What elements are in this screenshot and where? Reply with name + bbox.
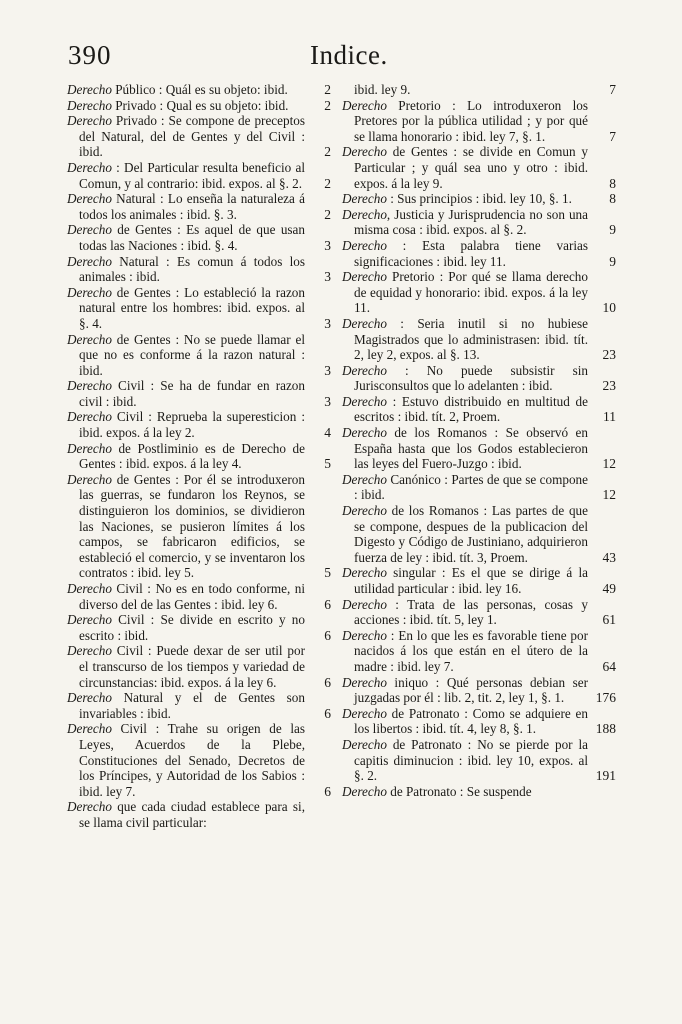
entry-text: [67, 690, 327, 721]
entry-page-number: 5: [324, 456, 331, 472]
entry-headword: Derecho: [342, 736, 387, 752]
entry-body: : Esta palabra tiene varias significaciones : ibid. ley 11.: [354, 237, 588, 269]
index-entry: [342, 191, 616, 207]
entry-body: : Trata de las personas, cosas y acciones : ibid. tít. 5, ley 1.: [354, 596, 588, 628]
entry-page-number: 6: [324, 627, 331, 643]
entry-page-number: 9: [609, 222, 616, 238]
entry-text: [342, 98, 604, 145]
entry-body: : No puede subsistir sin Jurisconsultos que lo adelanten : ibid.: [354, 362, 588, 394]
entry-headword: Derecho: [342, 393, 387, 409]
entry-text: [67, 254, 327, 285]
entry-page-number: 7: [609, 82, 616, 97]
entry-page-number: 12: [602, 456, 616, 472]
entry-text: [342, 394, 604, 425]
entry-headword: Derecho: [342, 627, 387, 643]
entry-headword: Derecho: [67, 440, 112, 456]
index-entry: [67, 113, 331, 160]
entry-page-number: 12: [602, 487, 616, 503]
entry-body: de Patronato : Como se adquiere en los libertos : ibid. tít. 4, ley 8, §. 1.: [354, 705, 588, 737]
entry-body: Civil : Se ha de fundar en razon civil : ibid.: [79, 378, 305, 409]
index-entry: [342, 565, 616, 596]
entry-headword: Derecho: [67, 222, 112, 238]
entry-body: : Del Particular resulta beneficio al Comun, y al contrario: ibid. expos. al §. 2.: [79, 159, 305, 191]
entry-page-number: 3: [324, 393, 331, 409]
entry-body: Canónico : Partes de que se compone : ibid.: [354, 471, 588, 503]
entry-text: [342, 316, 604, 363]
index-entry: [342, 627, 616, 675]
entry-headword: Derecho: [67, 191, 112, 207]
entry-page-number: 4: [324, 425, 331, 441]
entry-headword: Derecho: [342, 471, 387, 487]
entry-text: [67, 799, 327, 830]
entry-text: [342, 472, 604, 503]
entry-headword: Derecho: [342, 144, 387, 160]
entry-text: [342, 238, 604, 269]
entry-headword: Derecho: [67, 82, 112, 97]
entry-body: Pretorio : Por qué se llama derecho de equidad y honorario: ibid. expos. á la ley 11.: [354, 269, 588, 316]
index-entry: [342, 315, 616, 363]
entry-body: Civil : Reprueba la superesticion : ibid. expos. á la ley 2.: [79, 409, 305, 441]
index-column-right: [342, 82, 616, 799]
entry-body: que cada ciudad establece para si, se llama civil particular:: [79, 799, 305, 830]
entry-page-number: 3: [324, 362, 331, 378]
index-entry: [67, 409, 331, 441]
entry-headword: Derecho: [342, 362, 387, 378]
entry-text: [342, 269, 604, 316]
entry-page-number: 2: [324, 82, 331, 97]
entry-body: singular : Es el que se dirige á la utilidad particular : ibid. ley 16.: [354, 565, 588, 596]
index-entry: [342, 736, 616, 784]
entry-body: Natural y el de Gentes son invariables : ibid.: [79, 690, 305, 721]
index-entry: [67, 159, 331, 191]
index-entry: [67, 581, 331, 612]
entry-page-number: 10: [602, 300, 616, 316]
entry-body: de Patronato : Se suspende: [386, 783, 532, 799]
entry-text: [342, 784, 604, 800]
entry-headword: Derecho: [67, 378, 112, 394]
entry-page-number: 6: [324, 674, 331, 690]
entry-headword: Derecho: [67, 721, 112, 737]
entry-page-number: 11: [603, 409, 616, 425]
index-entry: [342, 784, 604, 800]
entry-page-number: 2: [324, 97, 331, 113]
entry-page-number: 3: [324, 237, 331, 253]
entry-page-number: 2: [324, 206, 331, 222]
entry-text: [342, 628, 604, 675]
index-entry: [67, 253, 331, 285]
index-entry: [67, 721, 331, 799]
index-entry: [67, 222, 331, 253]
entry-text: [67, 643, 327, 690]
entry-body: de los Romanos : Las partes de que se compone, despues de la publicacion del Digesto y Código de Justiniano, adquirieron fuerza de ley : ibid. tít. 3, Proem.: [354, 503, 588, 565]
entry-page-number: 23: [602, 347, 616, 363]
entry-body: Civil : Trahe su origen de las Leyes, Acuerdos de la Plebe, Constituciones del Senado, Decretos de los Príncipes, y Autoridad de los Sabios : ibid. ley 7.: [79, 721, 305, 799]
entry-text: [342, 706, 604, 737]
index-entry: [342, 471, 616, 503]
index-entry: [342, 206, 616, 238]
index-entry: [342, 705, 616, 737]
entry-body: de Gentes : Por él se introduxeron las guerras, se fundaron los Reynos, se distinguieron los dominios, se dividieron las Naciones, se pusieron límites á los campos, se fabricaron edificios, se estableció el comercio, y se inventaron los contratos : ibid. ley 5.: [79, 471, 305, 581]
entry-body: de Gentes : Lo estableció la razon natural entre los hombres: ibid. expos. al §. 4.: [79, 284, 305, 331]
entry-page-number: 188: [595, 721, 616, 737]
entry-headword: Derecho: [342, 269, 387, 285]
entry-page-number: 191: [595, 768, 616, 784]
index-entry: [342, 144, 616, 191]
entry-body: de Patronato : No se pierde por la capitis diminucion : ibid. ley 10, expos. al §. 2.: [354, 736, 588, 784]
page-number: 390: [68, 40, 112, 70]
entry-body: Privado : Se compone de preceptos del Natural, del de Gentes y del Civil : ibid.: [79, 113, 305, 160]
index-entry: [67, 440, 331, 472]
entry-body: Civil : No es en todo conforme, ni diverso del de las Gentes : ibid. ley 6.: [79, 581, 305, 612]
entry-headword: Derecho: [67, 799, 112, 815]
entry-headword: Derecho: [67, 113, 112, 129]
entry-text: [67, 441, 327, 472]
index-entry: [67, 612, 331, 643]
entry-headword: Derecho: [67, 471, 112, 487]
entry-headword: Derecho: [67, 690, 112, 706]
index-entry: [342, 97, 616, 145]
entry-text: [67, 581, 327, 612]
entry-body: iniquo : Qué personas debian ser juzgadas por él : lib. 2, tit. 2, ley 1, §. 1.: [354, 674, 588, 706]
entry-body: : Sus principios : ibid. ley 10, §. 1.: [386, 191, 572, 207]
index-entry: [67, 97, 331, 114]
entry-body: Privado : Qual es su objeto: ibid.: [111, 97, 289, 113]
entry-body: Civil : Se divide en escrito y no escrito : ibid.: [79, 612, 305, 643]
entry-body: : Estuvo distribuido en multitud de escritos : ibid. tít. 2, Proem.: [354, 393, 588, 425]
entry-body: de Postliminio es de Derecho de Gentes : ibid. expos. á la ley 4.: [79, 440, 305, 472]
index-entry: [342, 503, 616, 565]
entry-headword: Derecho: [67, 97, 112, 113]
index-entry: [67, 643, 331, 690]
entry-body: , Justicia y Jurisprudencia no son una misma cosa : ibid. expos. al §. 2.: [354, 206, 588, 238]
index-entry: [342, 393, 616, 425]
entry-text: [67, 409, 327, 440]
entry-text: [342, 503, 604, 565]
entry-body: Pretorio : Lo introduxeron los Pretores por la pública utilidad ; y por qué se llama honorario : ibid. ley 7, §. 1.: [354, 97, 588, 144]
entry-text: [67, 98, 327, 114]
entry-headword: Derecho: [67, 253, 112, 269]
entry-text: [67, 82, 327, 98]
entry-text: [342, 597, 604, 628]
index-entry: [342, 425, 616, 472]
entry-text: [342, 565, 604, 596]
entry-text: [342, 675, 604, 706]
entry-text: [342, 363, 604, 394]
index-column-left: [67, 82, 331, 831]
entry-text: [67, 721, 327, 799]
entry-headword: Derecho: [67, 159, 112, 175]
entry-body: Público : Quál es su objeto: ibid.: [111, 82, 288, 97]
entry-page-number: 49: [602, 581, 616, 596]
entry-text: [342, 82, 604, 98]
entry-page-number: 8: [609, 175, 616, 191]
entry-body: de Gentes : Es aquel de que usan todas las Naciones : ibid. §. 4.: [79, 222, 305, 253]
entry-page-number: 2: [324, 175, 331, 191]
index-entry: [342, 596, 616, 628]
entry-page-number: 8: [609, 191, 616, 207]
entry-headword: Derecho: [342, 425, 387, 441]
index-entry: [67, 82, 331, 98]
entry-body: Natural : Es comun á todos los animales : ibid.: [79, 253, 305, 285]
entry-page-number: 61: [602, 612, 616, 628]
index-entry: [67, 690, 331, 721]
entry-text: [67, 285, 327, 332]
index-entry: [342, 269, 616, 316]
entry-headword: Derecho: [342, 565, 387, 581]
entry-body: : Seria inutil si no hubiese Magistrados que lo administrasen: ibid. tít. 2, ley 2, expos. al §. 13.: [354, 315, 588, 363]
entry-text: [67, 378, 327, 409]
entry-text: [342, 737, 604, 784]
entry-text: [67, 472, 327, 581]
entry-text: [342, 144, 604, 191]
page-header: [64, 40, 624, 80]
index-entry: [342, 82, 616, 98]
entry-page-number: 6: [324, 783, 331, 799]
index-entry: [67, 284, 331, 332]
entry-page-number: 5: [324, 565, 331, 581]
entry-page-number: 2: [324, 144, 331, 160]
entry-page-number: 3: [324, 315, 331, 331]
entry-text: [67, 160, 327, 191]
index-entry: [67, 471, 331, 581]
entry-headword: Derecho: [67, 643, 112, 659]
entry-text: [67, 332, 327, 379]
entry-headword: Derecho: [342, 206, 387, 222]
entry-body: de Gentes : No se puede llamar el que no es conforme á la razon natural : ibid.: [79, 331, 305, 378]
entry-headword: Derecho: [67, 331, 112, 347]
entry-headword: Derecho: [67, 612, 112, 628]
entry-headword: Derecho: [342, 97, 387, 113]
entry-page-number: 43: [602, 549, 616, 565]
entry-headword: Derecho: [342, 191, 387, 207]
entry-page-number: 7: [609, 128, 616, 144]
entry-page-number: 6: [324, 705, 331, 721]
entry-page-number: 6: [324, 596, 331, 612]
entry-page-number: 23: [602, 378, 616, 394]
entry-page-number: 64: [602, 658, 616, 674]
entry-text: [67, 113, 327, 160]
entry-headword: Derecho: [342, 783, 387, 799]
entry-page-number: 9: [609, 253, 616, 269]
entry-headword: Derecho: [67, 284, 112, 300]
entry-body: Civil : Puede dexar de ser util por el transcurso de los tiempos y variedad de circunstancias: ibid. expos. á la ley 6.: [79, 643, 305, 690]
entry-body: Natural : Lo enseña la naturaleza á todos los animales : ibid. §. 3.: [79, 191, 305, 222]
entry-headword: Derecho: [342, 315, 387, 331]
entry-text: [342, 191, 604, 207]
entry-headword: Derecho: [342, 596, 387, 612]
index-entry: [342, 237, 616, 269]
entry-headword: Derecho: [342, 674, 387, 690]
entry-page-number: 176: [595, 690, 616, 706]
entry-headword: Derecho: [342, 705, 387, 721]
index-entry: [342, 674, 616, 706]
entry-body: ibid. ley 9.: [354, 82, 411, 97]
index-entry: [67, 799, 327, 830]
entry-text: [342, 425, 604, 472]
entry-text: [342, 207, 604, 238]
index-entry: [342, 362, 616, 394]
index-entry: [67, 378, 331, 409]
entry-headword: Derecho: [67, 409, 112, 425]
entry-text: [67, 612, 327, 643]
entry-headword: Derecho: [342, 237, 387, 253]
entry-body: de Gentes : se divide en Comun y Particular ; y quál sea uno y otro : ibid. expos. á la ley 9.: [354, 144, 588, 191]
entry-headword: Derecho: [342, 503, 387, 519]
entry-page-number: 3: [324, 269, 331, 285]
entry-body: de los Romanos : Se observó en España hasta que los Godos establecieron las leyes del Fuero-Juzgo : ibid.: [354, 425, 588, 472]
entry-headword: Derecho: [67, 581, 112, 596]
entry-text: [67, 222, 327, 253]
entry-text: [67, 191, 327, 222]
index-entry: [67, 331, 331, 379]
index-entry: [67, 191, 331, 222]
entry-body: : En lo que les es favorable tiene por nacidos á los que están en el útero de la madre : ibid. ley 7.: [354, 627, 588, 674]
page-title: Indice.: [310, 40, 388, 70]
